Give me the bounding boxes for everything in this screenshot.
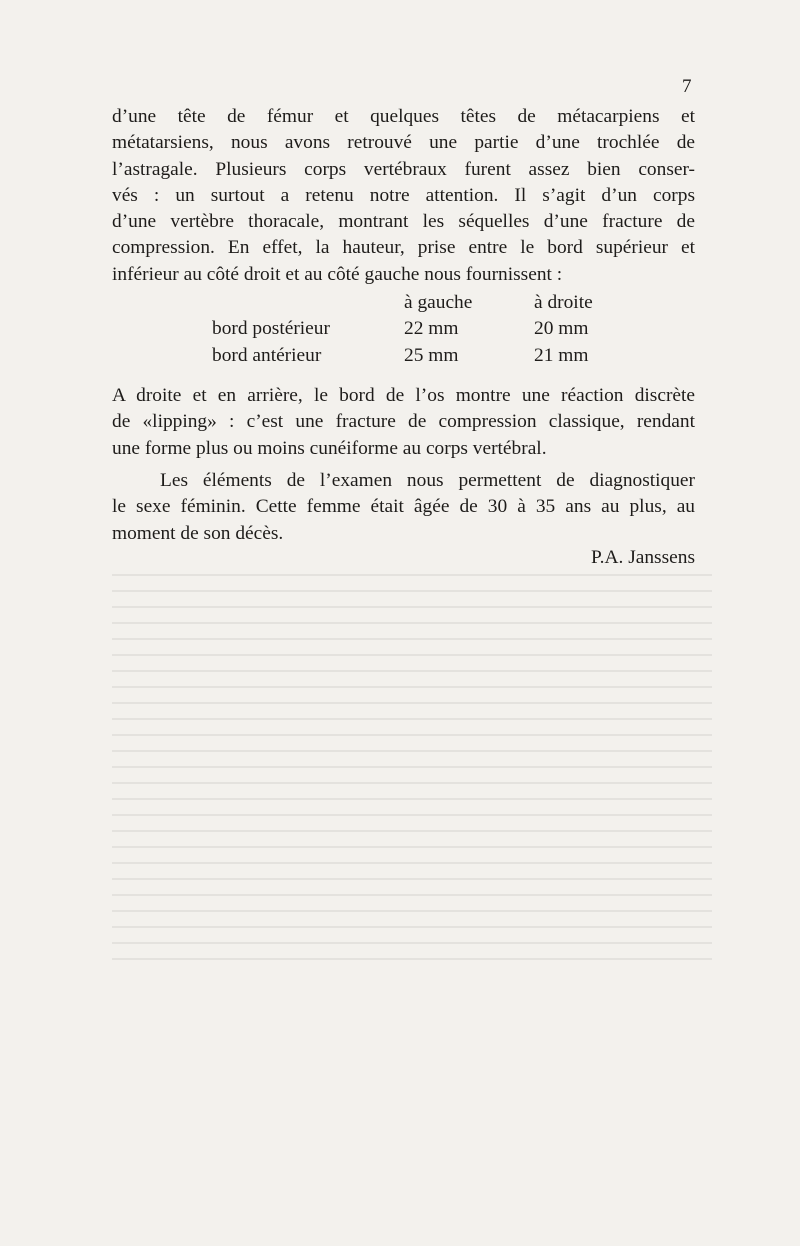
paragraph-2 xyxy=(112,383,695,462)
paragraph-1-line: d’une vertèbre thoracale, montrant les séquelles d’une fracture de xyxy=(112,211,695,233)
measurement-row xyxy=(112,343,695,369)
measurement-header-row xyxy=(112,290,695,316)
author-signature: P.A. Janssens xyxy=(591,547,695,568)
measurement-left-value: 22 mm xyxy=(404,318,459,340)
measurement-right-value: 21 mm xyxy=(534,344,589,366)
measurement-table xyxy=(112,290,695,369)
measurement-row xyxy=(112,316,695,342)
header-left-side: à gauche xyxy=(404,292,473,313)
paragraph-1-line: vés : un surtout a retenu notre attention. Il s’agit d’un corps xyxy=(112,184,695,206)
measurement-right-value: 20 mm xyxy=(534,318,589,340)
paragraph-1-line: inférieur au côté droit et au côté gauche nous fournissent : xyxy=(112,263,563,285)
paragraph-3-line: moment de son décès. xyxy=(112,522,284,544)
paragraph-1 xyxy=(112,104,695,288)
paragraph-2-line: A droite et en arrière, le bord de l’os montre une réaction discrète xyxy=(112,385,695,406)
paragraph-2-line: une forme plus ou moins cunéiforme au corps vertébral. xyxy=(112,437,547,459)
measurement-label: bord antérieur xyxy=(212,344,322,366)
paragraph-3-line: Les éléments de l’examen nous permettent de diagnostiquer xyxy=(160,470,695,491)
page-number: 7 xyxy=(682,76,692,97)
paragraph-1-line: l’astragale. Plusieurs corps vertébraux furent assez bien conser- xyxy=(112,158,695,180)
header-right-side: à droite xyxy=(534,292,593,313)
measurement-label: bord postérieur xyxy=(212,318,330,340)
paragraph-1-line: d’une tête de fémur et quelques têtes de métacarpiens et xyxy=(112,106,695,127)
paragraph-3-line: le sexe féminin. Cette femme était âgée de 30 à 35 ans au plus, au xyxy=(112,496,695,518)
paragraph-1-line: métatarsiens, nous avons retrouvé une partie d’une trochlée de xyxy=(112,132,695,154)
show-through-texture xyxy=(112,560,712,960)
paragraph-3 xyxy=(112,468,695,547)
measurement-left-value: 25 mm xyxy=(404,344,459,366)
paragraph-2-line: de «lipping» : c’est une fracture de compression classique, rendant xyxy=(112,411,695,433)
paragraph-1-line: compression. En effet, la hauteur, prise entre le bord supérieur et xyxy=(112,237,695,259)
